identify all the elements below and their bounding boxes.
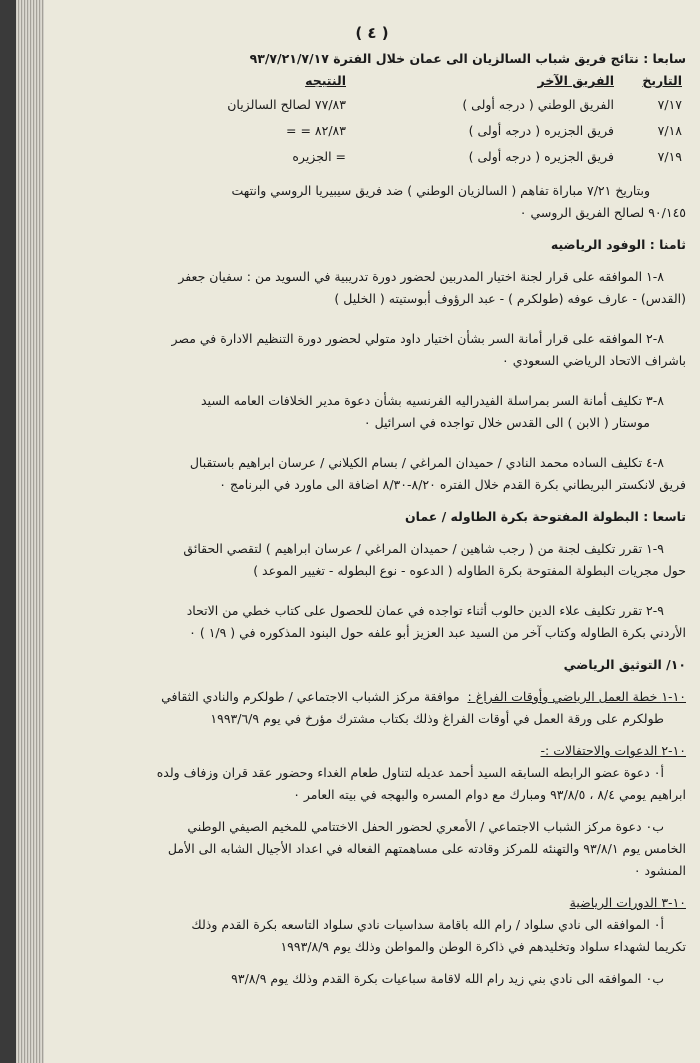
page-number: ( ٤ ) xyxy=(355,24,389,42)
row-date: ٧/١٩ xyxy=(657,149,682,164)
list-item: ٨-٣ تكليف أمانة السر بمراسلة الفيدراليه الفرنسيه بشأن دعوة مدير الخلافات العامه السيد xyxy=(200,393,664,408)
list-item: ٨-١ الموافقه على قرار لجنة اختيار المدربين لحضور دورة تدريبية في السويد من : سفيان جعفر xyxy=(178,269,664,284)
list-item-cont: موستار ( الابن ) الى القدس خلال تواجده في اسرائيل ٠ xyxy=(363,415,650,430)
list-item-cont: الخامس يوم ٩٣/٨/١ والتهنئه للمركز وقادته على مساهمتهم الفعاله في اعداد الأجيال الشابه الى الأمل xyxy=(167,841,686,856)
list-item: ٨-٢ الموافقه على قرار أمانة السر بشأن اختيار داود متولي لحضور دورة التنظيم الادارة في مصر xyxy=(171,331,664,346)
item-10-2-title: ١٠-٢ الدعوات والاحتفالات :- xyxy=(540,743,686,758)
results-table xyxy=(74,70,686,170)
list-item: ٨-٤ تكليف الساده محمد النادي / حميدان المراغي / بسام الكيلاني / عرسان ابراهيم باستقبال xyxy=(189,455,664,470)
row-opponent: فريق الجزيره ( درجه أولى ) xyxy=(468,149,614,164)
section-8-heading: ثامنا : الوفود الرياضيه xyxy=(550,237,686,252)
list-item-cont: ابراهيم يومي ٨/٤ ، ٩٣/٨/٥ ومبارك مع دوام المسره والبهجه في بيته العامر ٠ xyxy=(293,787,686,802)
item-10-1-text: موافقة مركز الشباب الاجتماعي / طولكرم والنادي الثقافي xyxy=(161,689,460,704)
list-item: ٩-١ تقرر تكليف لجنة من ( رجب شاهين / حميدان المراغي / عرسان ابراهيم ) لتقصي الحقائق xyxy=(183,541,664,556)
list-item-cont: تكريما لشهداء سلواد وتخليدهم في ذاكرة الوطن والمواطن وذلك يوم ١٩٩٣/٨/٩ xyxy=(280,939,686,954)
row-date: ٧/١٧ xyxy=(657,97,682,112)
list-item: ٩-٢ تقرر تكليف علاء الدين حالوب أثناء تواجده في عمان للحصول على كتاب خطي من الاتحاد xyxy=(186,603,664,618)
list-item-cont: باشراف الاتحاد الرياضي السعودي ٠ xyxy=(502,353,686,368)
header-opponent: الفريق الآخر xyxy=(537,73,614,88)
section-9-heading: تاسعا : البطولة المفتوحة بكرة الطاوله / عمان xyxy=(405,509,686,524)
results-header-row xyxy=(74,70,686,92)
row-result: ٨٢/٨٣ = = xyxy=(286,123,346,138)
header-result: النتيجه xyxy=(305,73,346,88)
row-date: ٧/١٨ xyxy=(657,123,682,138)
item-10-1 xyxy=(74,686,686,708)
section-10-heading: ١٠/ التوثيق الرياضي xyxy=(563,657,686,672)
list-item-cont: (القدس) - عارف عوفه (طولكرم ) - عبد الرؤوف أبوستيته ( الخليل ) xyxy=(334,291,686,306)
binding-edge xyxy=(0,0,16,1063)
header-date: التاريخ xyxy=(642,73,682,88)
document-content xyxy=(74,48,686,990)
item-10-1-title: ١٠-١ خطة العمل الرياضي وأوقات الفراغ : xyxy=(467,689,686,704)
table-row xyxy=(74,92,686,118)
row-result: ٧٧/٨٣ لصالح السالزيان xyxy=(227,97,346,112)
list-item: أ٠ دعوة عضو الرابطه السابقه السيد أحمد عديله لتناول طعام الغداء وحضور عقد قران وزفاف ولده xyxy=(156,765,664,780)
row-opponent: فريق الجزيره ( درجه أولى ) xyxy=(468,123,614,138)
item-10-1-cont: طولكرم على ورقة العمل في أوقات الفراغ وذلك بكتاب مشترك مؤرخ في يوم ١٩٩٣/٦/٩ xyxy=(210,711,664,726)
section-7-note-cont: ٩٠/١٤٥ لصالح الفريق الروسي ٠ xyxy=(519,205,686,220)
item-10-3-title: ١٠-٣ الدورات الرياضية xyxy=(569,895,686,910)
list-item-cont: حول مجريات البطولة المفتوحة بكرة الطاوله ( الدعوه - نوع البطوله - تغيير الموعد ) xyxy=(253,563,686,578)
list-item: ب٠ دعوة مركز الشباب الاجتماعي / الأمعري لحضور الحفل الاختتامي للمخيم الصيفي الوطني xyxy=(187,819,664,834)
list-item-cont: المنشود ٠ xyxy=(633,863,686,878)
row-opponent: الفريق الوطني ( درجه أولى ) xyxy=(462,97,614,112)
table-row xyxy=(74,144,686,170)
table-row xyxy=(74,118,686,144)
row-result: = الجزيره xyxy=(292,149,346,164)
list-item-cont: الأردني بكرة الطاوله وكتاب آخر من السيد عبد العزيز أبو علفه حول البنود المذكوره في ( ١/٩ ) ٠ xyxy=(189,625,686,640)
list-item: ب٠ الموافقه الى نادي بني زيد رام الله لاقامة سباعيات بكرة القدم وذلك يوم ٩٣/٨/٩ xyxy=(231,971,664,986)
list-item-cont: فريق لانكستر البريطاني بكرة القدم خلال الفتره ٨/٢٠-٨/٣٠ اضافة الى ماورد في البرنامج ٠ xyxy=(219,477,686,492)
section-7-note: وبتاريخ ٧/٢١ مباراة تفاهم ( السالزيان الوطني ) ضد فريق سيبيريا الروسي وانتهت xyxy=(231,183,650,198)
section-7-heading: سابعا : نتائج فريق شباب السالزيان الى عمان خلال الفترة ٩٣/٧/٢١/٧/١٧ xyxy=(249,51,686,66)
list-item: أ٠ الموافقه الى نادي سلواد / رام الله باقامة سداسيات نادي سلواد التاسعه بكرة القدم وذلك xyxy=(191,917,664,932)
